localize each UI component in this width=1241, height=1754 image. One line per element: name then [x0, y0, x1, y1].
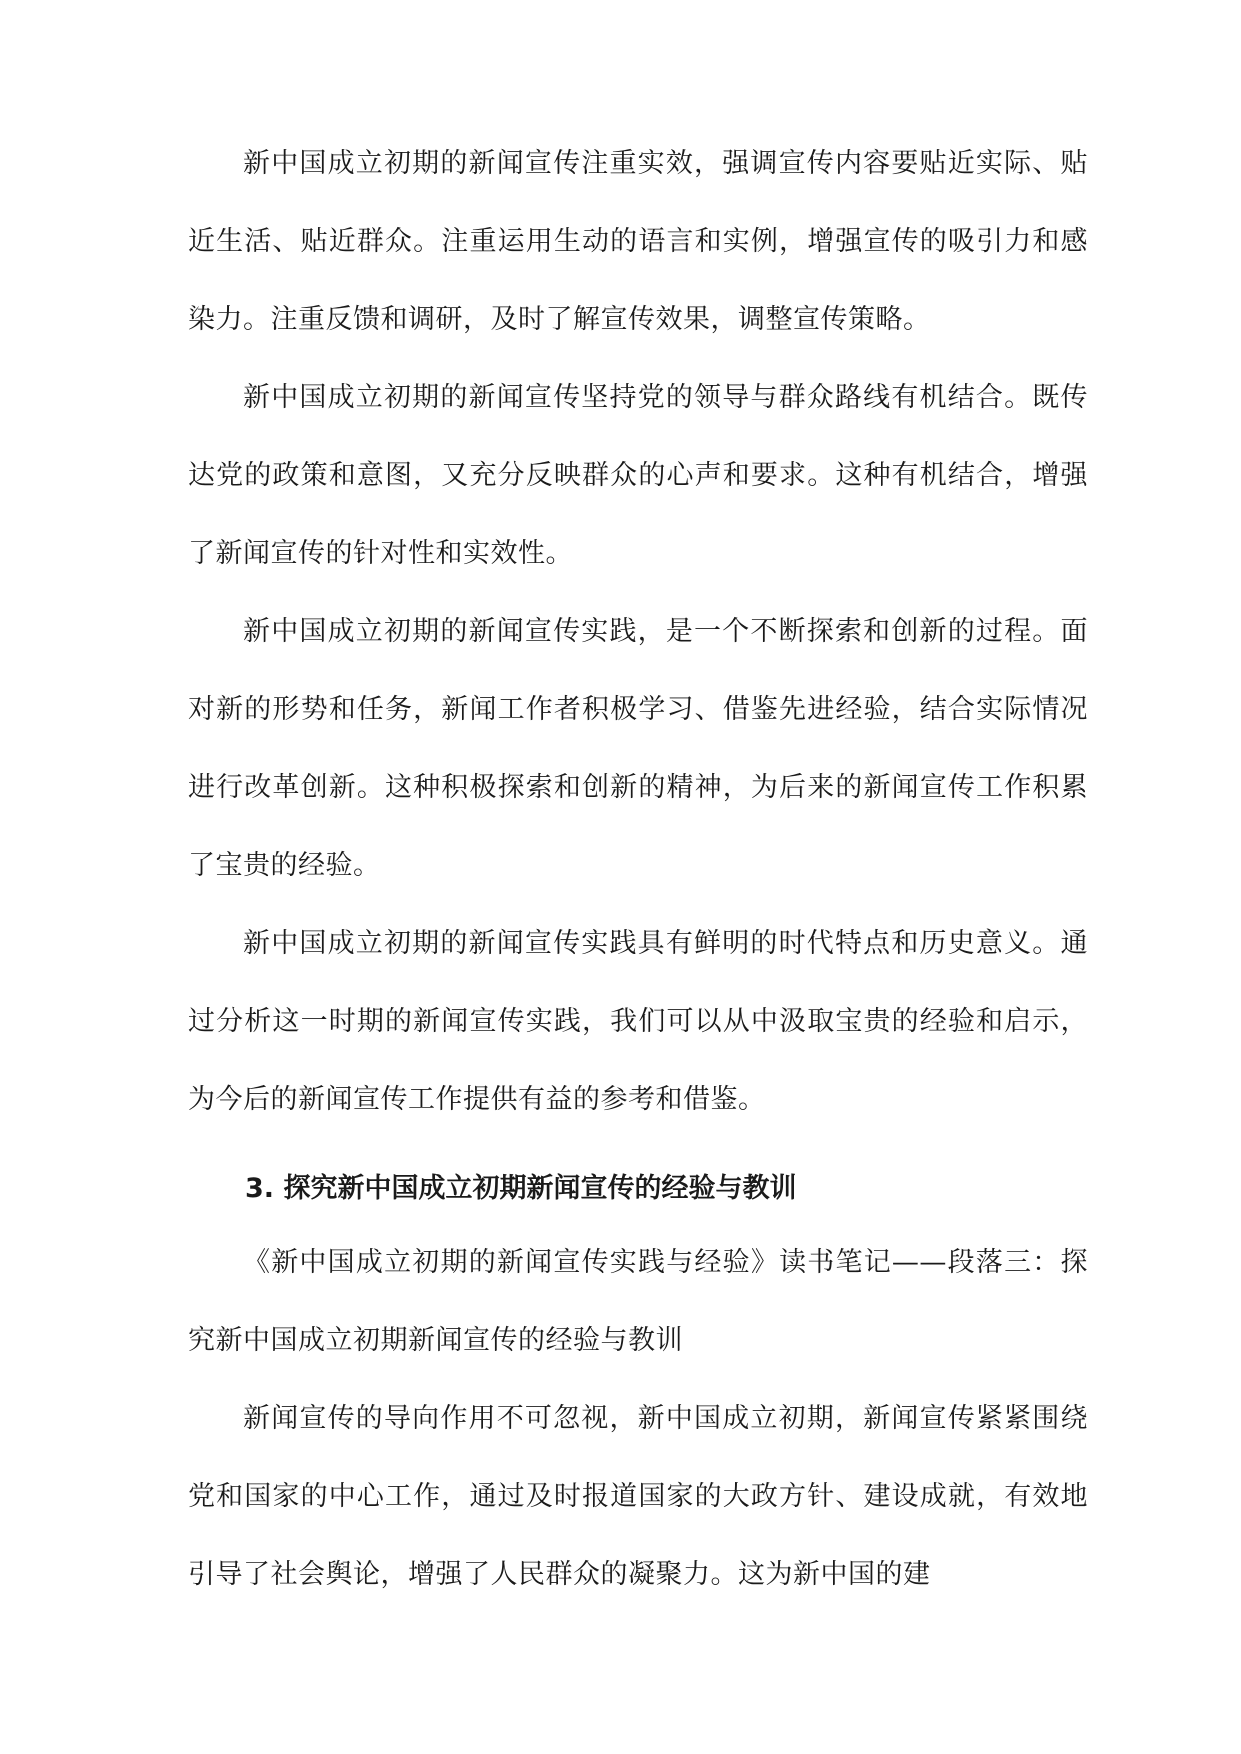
- paragraph-2: 新中国成立初期的新闻宣传坚持党的领导与群众路线有机结合。既传达党的政策和意图，又充分反映群众的心声和要求。这种有机结合，增强了新闻宣传的针对性和实效性。: [188, 382, 1088, 569]
- paragraph-4: 新中国成立初期的新闻宣传实践具有鲜明的时代特点和历史意义。通过分析这一时期的新闻宣传实践，我们可以从中汲取宝贵的经验和启示，为今后的新闻宣传工作提供有益的参考和借鉴。: [188, 928, 1088, 1115]
- paragraph-1: 新中国成立初期的新闻宣传注重实效，强调宣传内容要贴近实际、贴近生活、贴近群众。注重运用生动的语言和实例，增强宣传的吸引力和感染力。注重反馈和调研，及时了解宣传效果，调整宣传策略。: [188, 148, 1088, 335]
- section-paragraph-2: 新闻宣传的导向作用不可忽视，新中国成立初期，新闻宣传紧紧围绕党和国家的中心工作，通过及时报道国家的大政方针、建设成就，有效地引导了社会舆论，增强了人民群众的凝聚力。这为新中国的建: [188, 1403, 1088, 1590]
- section-paragraph-1: 《新中国成立初期的新闻宣传实践与经验》读书笔记——段落三：探究新中国成立初期新闻宣传的经验与教训: [188, 1247, 1088, 1356]
- section-heading: 3. 探究新中国成立初期新闻宣传的经验与教训: [245, 1173, 797, 1204]
- paragraph-3: 新中国成立初期的新闻宣传实践，是一个不断探索和创新的过程。面对新的形势和任务，新闻工作者积极学习、借鉴先进经验，结合实际情况进行改革创新。这种积极探索和创新的精神，为后来的新闻宣传工作积累了宝贵的经验。: [188, 616, 1088, 881]
